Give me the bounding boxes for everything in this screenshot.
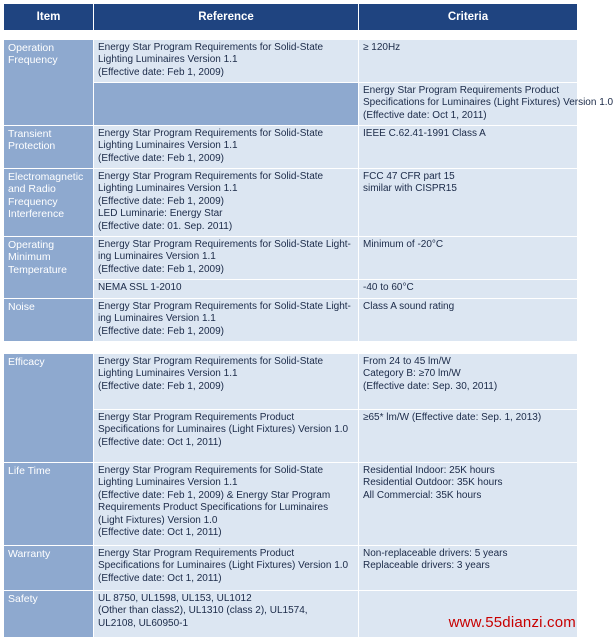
reference-text-line: (Effective date: Feb 1, 2009) <box>98 380 225 392</box>
item-label-line: Electromagnetic <box>8 171 84 183</box>
criteria-text-line: IEEE C.62.41-1991 Class A <box>363 128 486 139</box>
reference-text-line: Energy Star Program Requirements Product <box>98 548 295 559</box>
reference-text-line: (Effective date: Oct 1, 2011) <box>363 109 487 121</box>
item-label-line: and Radio <box>8 183 56 196</box>
reference-text-line: Energy Star Program Requirements Product <box>363 85 560 96</box>
item-cell <box>4 169 94 237</box>
reference-text-line: (Effective date: Feb 1, 2009) <box>98 66 225 78</box>
reference-text-line: Lighting Luminaires Version 1.1 <box>98 140 238 152</box>
table-row <box>4 126 578 169</box>
item-label-line: Interference <box>8 208 65 221</box>
table-row <box>4 169 578 237</box>
reference-cell <box>94 126 359 169</box>
criteria-cell <box>359 126 578 169</box>
table-row <box>4 463 578 546</box>
reference-cell <box>94 591 359 638</box>
item-cell <box>4 126 94 169</box>
top-table-body <box>4 40 613 342</box>
item-cell <box>4 40 94 126</box>
reference-text-line: UL 8750, UL1598, UL153, UL1012 <box>98 593 252 604</box>
item-cell <box>94 83 359 126</box>
table-header-row <box>4 4 578 31</box>
table-row <box>4 40 578 83</box>
criteria-text-line: From 24 to 45 lm/W <box>363 356 451 367</box>
criteria-cell <box>359 280 578 299</box>
header-reference: Reference <box>94 4 359 31</box>
criteria-text-line: Category B: ≥70 lm/W <box>363 368 461 380</box>
reference-text-line: ing Luminaires Version 1.1 <box>98 313 216 325</box>
reference-text-line: Energy Star Program Requirements for Solid-State <box>98 128 324 139</box>
criteria-cell <box>359 354 578 410</box>
item-label-line: Frequency <box>8 54 58 67</box>
bottom-table-body <box>4 354 578 638</box>
item-cell <box>4 463 94 546</box>
reference-text-line: (Effective date: Feb 1, 2009) & Energy Star Program <box>98 489 331 501</box>
criteria-cell <box>359 237 578 280</box>
item-label-line: Efficacy <box>8 356 45 368</box>
item-label-line: Operating <box>8 239 55 251</box>
requirements-table-top <box>3 3 613 342</box>
reference-cell <box>94 410 359 463</box>
item-label-line: Noise <box>8 301 35 313</box>
reference-text-line: Specifications for Luminaires (Light Fixtures) Version 1.0 <box>363 97 613 109</box>
item-cell <box>4 299 94 342</box>
item-label-line: Warranty <box>8 548 51 560</box>
reference-text-line: Energy Star Program Requirements for Solid-State Light- <box>98 239 351 250</box>
table-row <box>4 354 578 410</box>
reference-cell <box>94 299 359 342</box>
reference-text-line: Energy Star Program Requirements for Solid-State <box>98 465 324 476</box>
header-criteria: Criteria <box>359 4 578 31</box>
reference-cell <box>94 237 359 280</box>
criteria-text-line: ≥ 120Hz <box>363 42 401 53</box>
criteria-cell <box>359 169 578 237</box>
criteria-cell <box>359 546 578 591</box>
table-row <box>4 546 578 591</box>
item-label-line: Safety <box>8 593 38 605</box>
criteria-text-line: Residential Indoor: 25K hours <box>363 465 495 476</box>
table-row <box>4 299 578 342</box>
criteria-cell <box>359 299 578 342</box>
criteria-cell <box>359 40 578 83</box>
reference-text-line: (Effective date: Oct 1, 2011) <box>98 527 222 539</box>
reference-text-line: Specifications for Luminaires (Light Fixtures) Version 1.0 <box>98 560 349 572</box>
reference-text-line: UL2108, UL60950-1 <box>98 617 189 629</box>
item-cell <box>4 354 94 463</box>
criteria-cell <box>359 463 578 546</box>
reference-text-line: (Light Fixtures) Version 1.0 <box>98 514 218 526</box>
reference-text-line: Lighting Luminaires Version 1.1 <box>98 183 238 195</box>
criteria-text-line: Replaceable drivers: 3 years <box>363 560 490 572</box>
item-cell <box>4 237 94 299</box>
item-label-line: Minimum <box>8 251 51 264</box>
reference-text-line: Lighting Luminaires Version 1.1 <box>98 368 238 380</box>
criteria-text-line: Minimum of -20°C <box>363 239 444 250</box>
reference-text-line: NEMA SSL 1-2010 <box>98 282 182 293</box>
item-label-line: Protection <box>8 140 56 153</box>
item-label-line: Temperature <box>8 263 67 276</box>
reference-text-line: ing Luminaires Version 1.1 <box>98 251 216 263</box>
reference-text-line: Energy Star Program Requirements for Solid-State Light- <box>98 301 351 312</box>
item-label-line: Operation <box>8 42 55 54</box>
criteria-text-line: ≥65* lm/W (Effective date: Sep. 1, 2013) <box>363 412 542 423</box>
reference-text-line: (Effective date: Oct 1, 2011) <box>98 572 222 584</box>
reference-cell <box>94 280 359 299</box>
header-item: Item <box>4 4 94 31</box>
criteria-text-line: (Effective date: Sep. 30, 2011) <box>363 380 498 392</box>
criteria-text-line: Non-replaceable drivers: 5 years <box>363 548 508 559</box>
reference-text-line: Lighting Luminaires Version 1.1 <box>98 54 238 66</box>
reference-cell <box>94 354 359 410</box>
criteria-text-line: Residential Outdoor: 35K hours <box>363 477 503 489</box>
criteria-text-line: FCC 47 CFR part 15 <box>363 171 455 182</box>
criteria-text-line: Class A sound rating <box>363 301 455 312</box>
reference-cell <box>94 40 359 83</box>
reference-text-line: (Effective date: Oct 1, 2011) <box>98 436 222 448</box>
reference-text-line: Specifications for Luminaires (Light Fixtures) Version 1.0 <box>98 424 349 436</box>
reference-text-line: LED Luminarie: Energy Star <box>98 208 223 220</box>
item-cell <box>4 591 94 638</box>
reference-text-line: (Effective date: 01. Sep. 2011) <box>98 220 233 232</box>
reference-text-line: (Effective date: Feb 1, 2009) <box>98 263 225 275</box>
header-spacer <box>4 31 578 40</box>
reference-cell <box>94 463 359 546</box>
reference-text-line: Energy Star Program Requirements Product <box>98 412 295 423</box>
requirements-table-bottom <box>3 353 578 638</box>
item-label-line: Life Time <box>8 465 51 477</box>
reference-text-line: (Effective date: Feb 1, 2009) <box>98 325 225 337</box>
reference-text-line: Requirements Product Specifications for Luminaires <box>98 502 329 514</box>
reference-text-line: Lighting Luminaires Version 1.1 <box>98 477 238 489</box>
reference-cell <box>94 546 359 591</box>
criteria-text-line: similar with CISPR15 <box>363 183 457 195</box>
criteria-cell <box>359 410 578 463</box>
item-label-line: Frequency <box>8 195 58 208</box>
reference-text-line: Energy Star Program Requirements for Solid-State <box>98 171 324 182</box>
watermark-text: www.55dianzi.com <box>448 614 576 631</box>
reference-text-line: (Other than class2), UL1310 (class 2), UL1574, <box>98 605 308 617</box>
table-row <box>4 237 578 280</box>
item-label-line: Transient <box>8 128 52 140</box>
reference-cell <box>359 83 613 126</box>
criteria-text-line: -40 to 60°C <box>363 282 414 293</box>
reference-text-line: Energy Star Program Requirements for Solid-State <box>98 42 324 53</box>
reference-cell <box>94 169 359 237</box>
item-cell <box>4 546 94 591</box>
criteria-text-line: All Commercial: 35K hours <box>363 489 482 501</box>
reference-text-line: (Effective date: Feb 1, 2009) <box>98 152 225 164</box>
reference-text-line: Energy Star Program Requirements for Solid-State <box>98 356 324 367</box>
reference-text-line: (Effective date: Feb 1, 2009) <box>98 195 225 207</box>
